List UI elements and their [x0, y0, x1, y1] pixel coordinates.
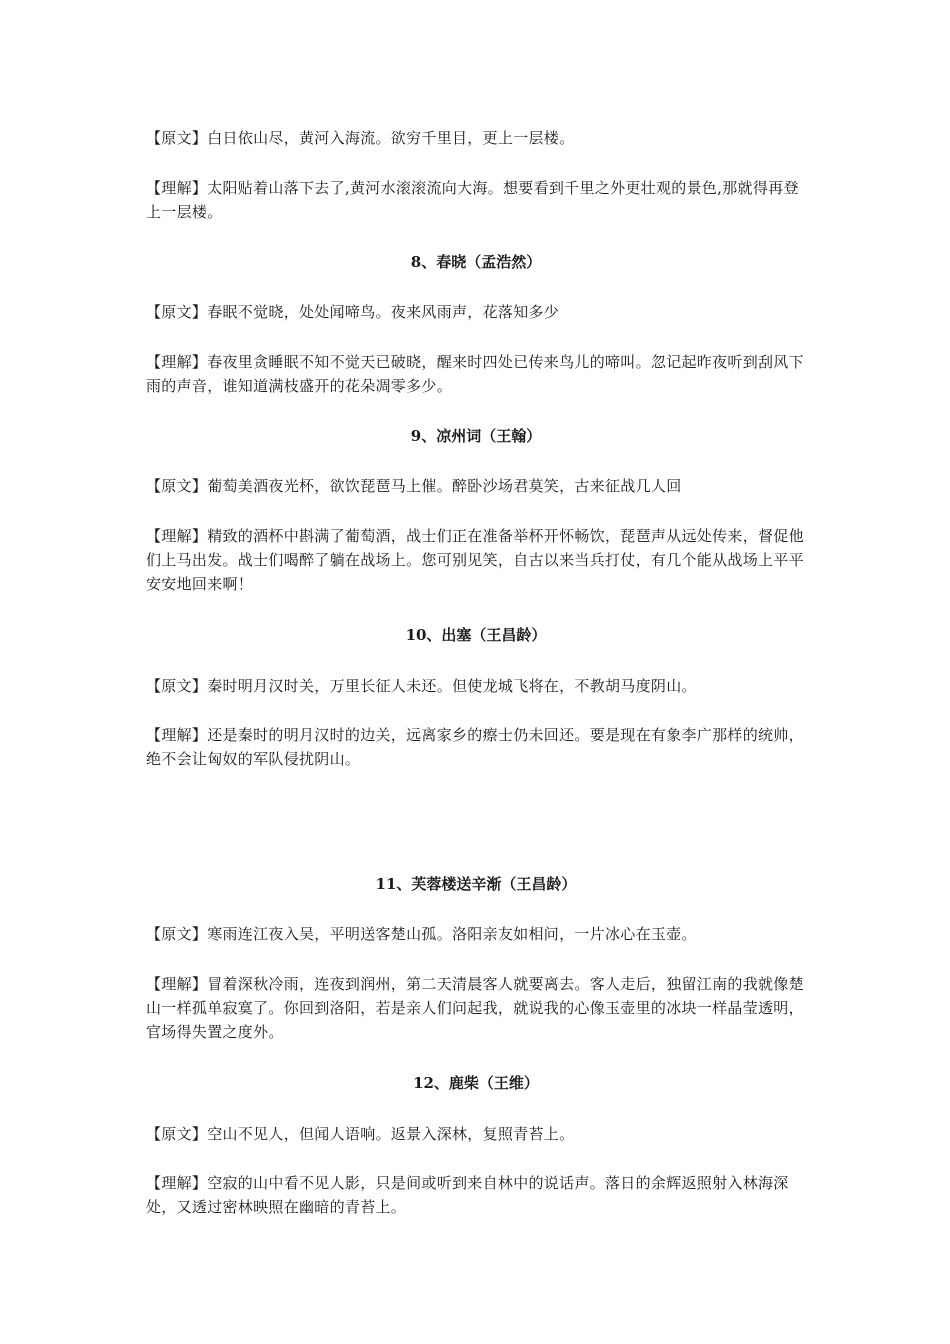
- poem-original-8: 【原文】春眠不觉晓，处处闻啼鸟。夜来风雨声，花落知多少: [146, 303, 560, 321]
- poem-heading-12: 12、鹿柴（王维）: [413, 1074, 539, 1092]
- poem-original-7: 【原文】白日依山尽，黄河入海流。欲穷千里目，更上一层楼。: [146, 129, 575, 147]
- poem-interpretation-7: 【理解】太阳贴着山落下去了,黄河水滚滚流向大海。想要看到千里之外更壮观的景色,那就得再登上一层楼。: [146, 179, 799, 221]
- poem-original-12: 【原文】空山不见人，但闻人语响。返景入深林，复照青苔上。: [146, 1125, 575, 1143]
- poem-interpretation-8: 【理解】春夜里贪睡眠不知不觉天已破晓，醒来时四处已传来鸟儿的啼叫。忽记起昨夜听到刮风下雨的声音，谁知道满枝盛开的花朵凋零多少。: [146, 353, 804, 395]
- poem-original-11: 【原文】寒雨连江夜入吴，平明送客楚山孤。洛阳亲友如相问，一片冰心在玉壶。: [146, 925, 697, 943]
- poem-heading-10: 10、出塞（王昌龄）: [405, 626, 547, 644]
- poem-original-9: 【原文】葡萄美酒夜光杯，欲饮琵琶马上催。醉卧沙场君莫笑，古来征战几人回: [146, 477, 682, 495]
- poem-interpretation-9: 【理解】精致的酒杯中斟满了葡萄酒，战士们正在准备举杯开怀畅饮，琵琶声从远处传来，督促他们上马出发。战士们喝醉了躺在战场上。您可别见笑，自古以来当兵打仗，有几个能从战场上平平安安地回来啊！: [146, 527, 804, 593]
- poem-heading-11: 11、芙蓉楼送辛渐（王昌龄）: [375, 875, 577, 893]
- poem-interpretation-12: 【理解】空寂的山中看不见人影，只是间或听到来自林中的说话声。落日的余辉返照射入林海深处，又透过密林映照在幽暗的青苔上。: [146, 1174, 789, 1216]
- poem-original-10: 【原文】秦时明月汉时关，万里长征人未还。但使龙城飞将在，不教胡马度阴山。: [146, 677, 697, 695]
- poem-interpretation-10: 【理解】还是秦时的明月汉时的边关，远离家乡的瘵士仍未回还。要是现在有象李广那样的统帅，绝不会让匈奴的军队侵扰阴山。: [146, 726, 804, 768]
- poem-heading-9: 9、凉州词（王翰）: [410, 427, 542, 445]
- poem-interpretation-11: 【理解】冒着深秋冷雨，连夜到润州，第二天清晨客人就要离去。客人走后，独留江南的我就像楚山一样孤单寂寞了。你回到洛阳，若是亲人们问起我，就说我的心像玉壶里的冰块一样晶莹透明，官场得失置之度外。: [146, 975, 804, 1041]
- poem-heading-8: 8、春晓（孟浩然）: [410, 253, 542, 271]
